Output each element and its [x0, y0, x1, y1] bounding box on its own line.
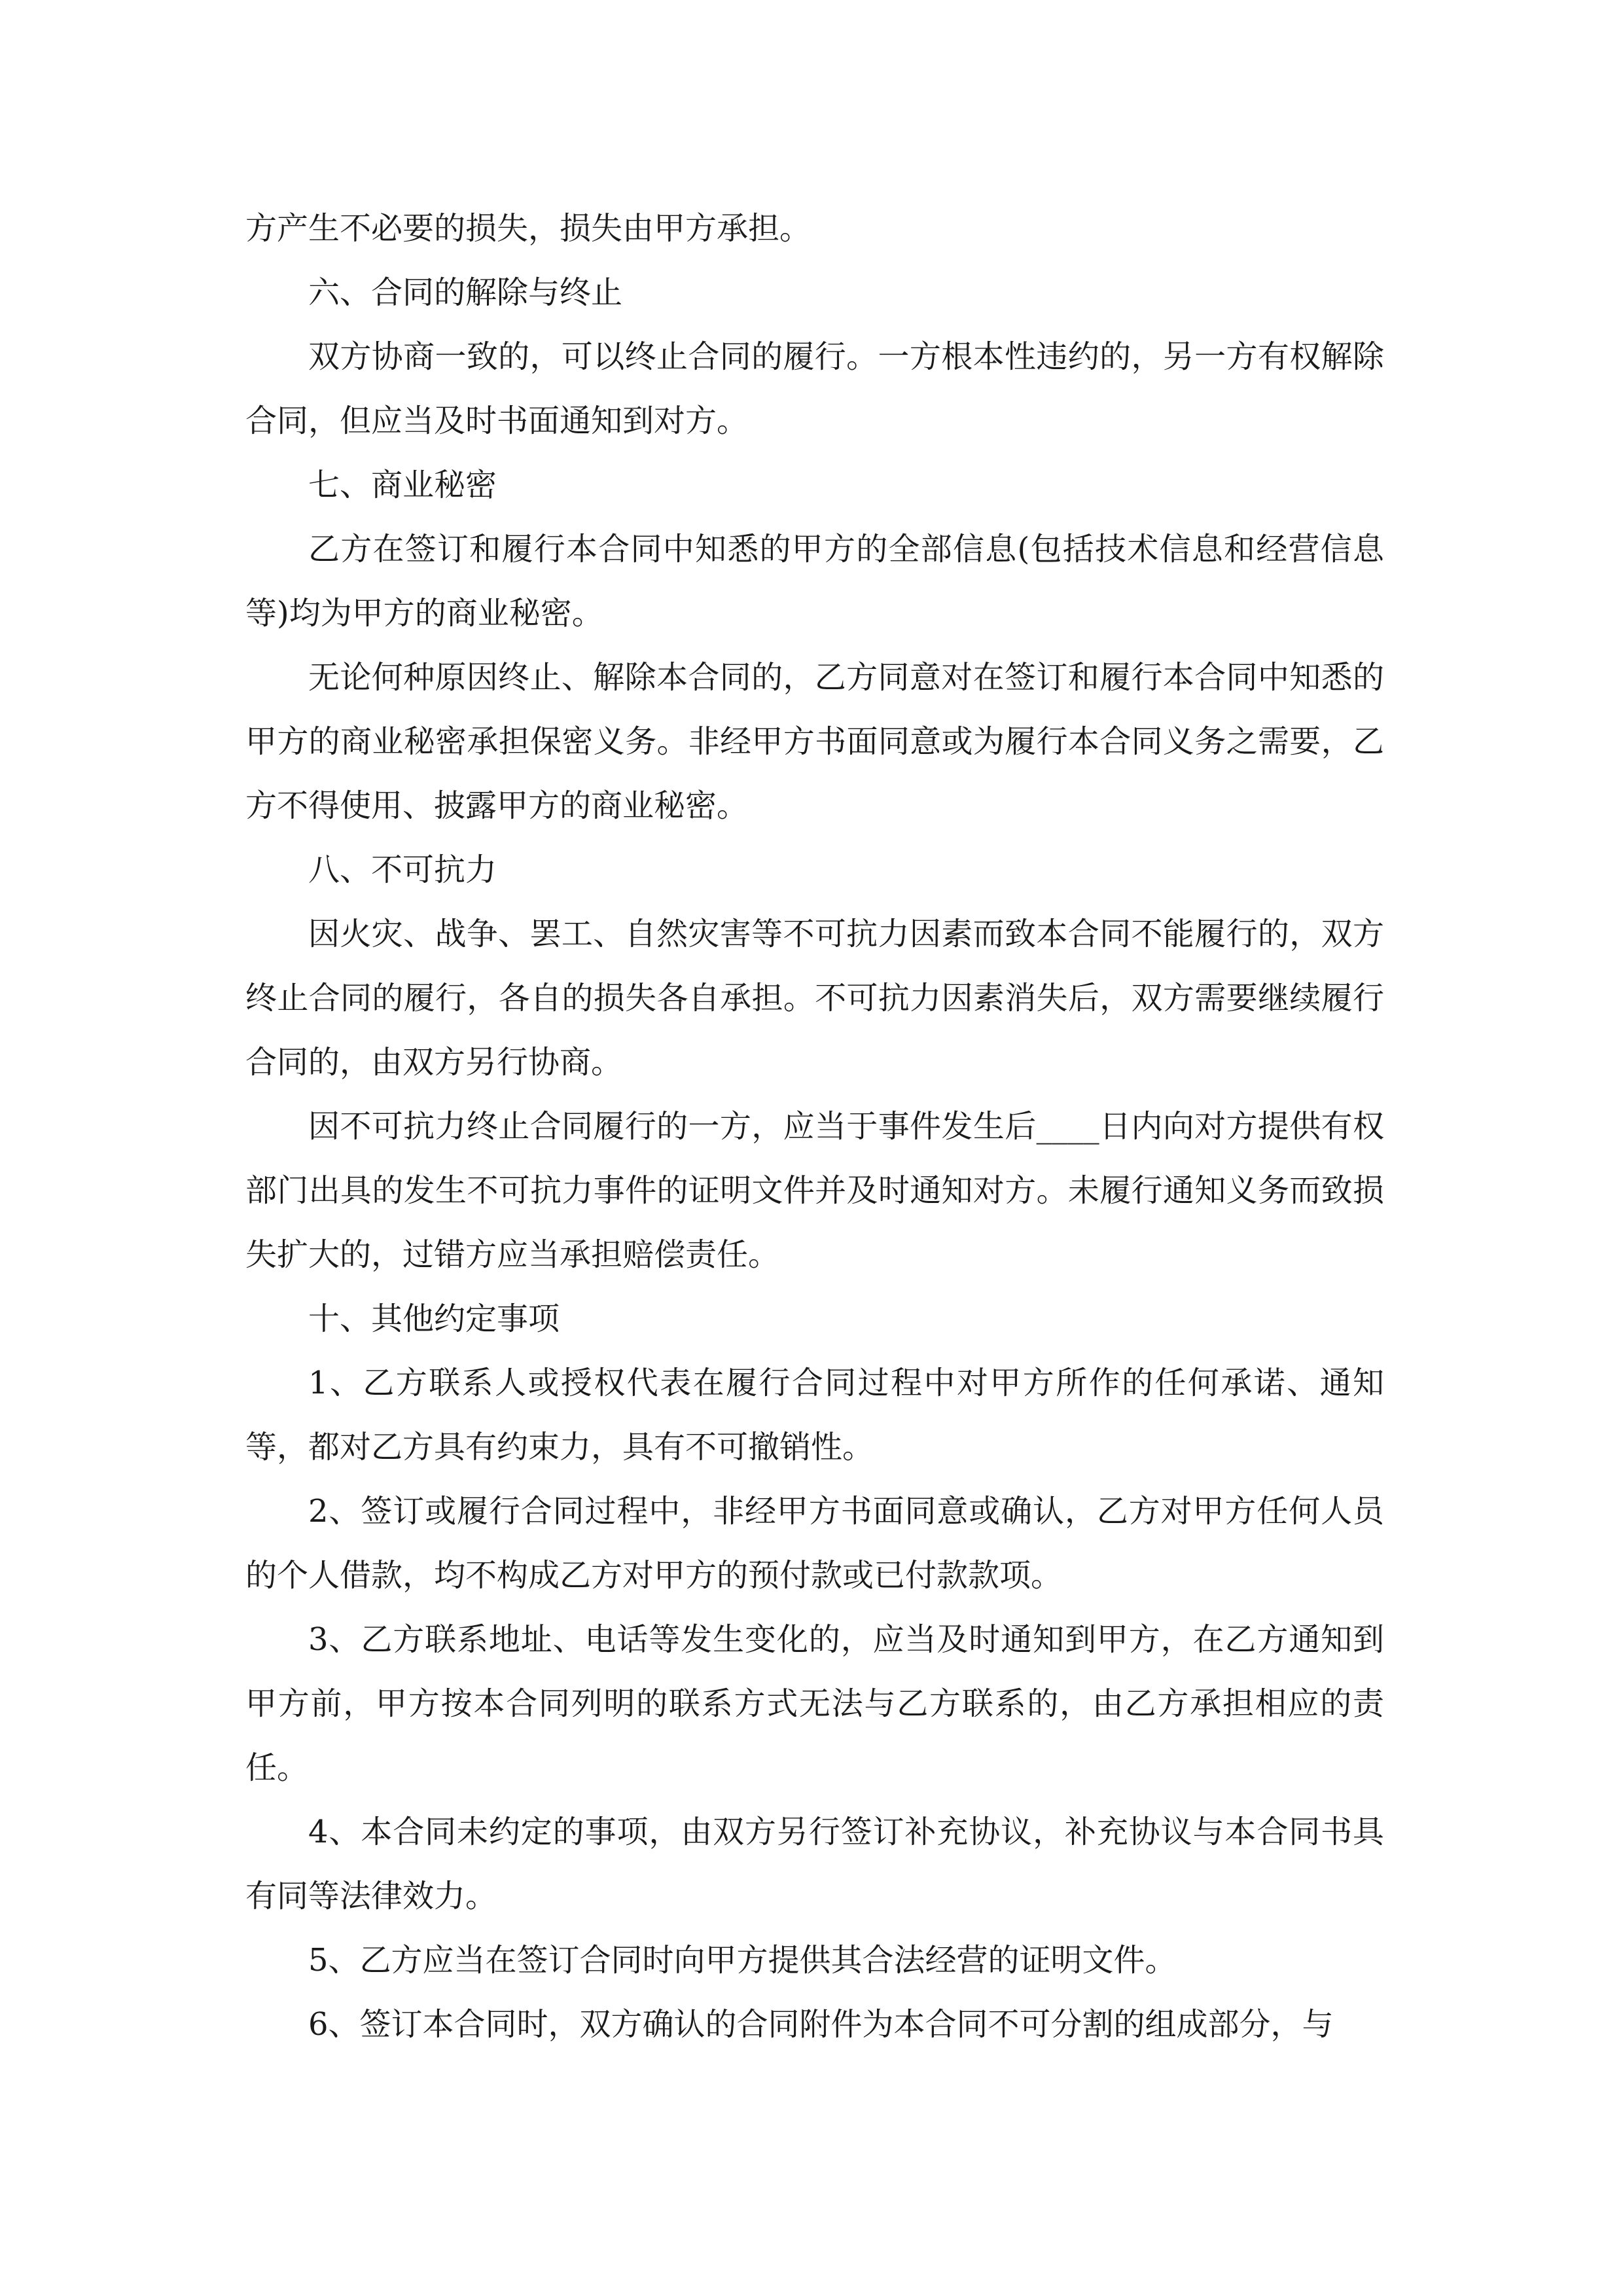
section-heading-force-majeure: 八、不可抗力 — [308, 852, 497, 888]
clause-2: 2、签订或履行合同过程中，非经甲方书面同意或确认，乙方对甲方任何人员的个人借款，均不构成乙方对甲方的预付款或已付款款项。 — [245, 1493, 1384, 1594]
paragraph-force-majeure-notice: 因不可抗力终止合同履行的一方，应当于事件发生后____日内向对方提供有权部门出具的发生不可抗力事件的证明文件并及时通知对方。未履行通知义务而致损失扩大的，过错方应当承担赔偿责任。 — [245, 1108, 1384, 1273]
clause-1: 1、乙方联系人或授权代表在履行合同过程中对甲方所作的任何承诺、通知等，都对乙方具有约束力，具有不可撤销性。 — [245, 1365, 1384, 1465]
clause-4: 4、本合同未约定的事项，由双方另行签订补充协议，补充协议与本合同书具有同等法律效力。 — [245, 1814, 1384, 1914]
paragraph-continuation: 方产生不必要的损失，损失由甲方承担。 — [245, 210, 812, 247]
clause-6: 6、签订本合同时，双方确认的合同附件为本合同不可分割的组成部分，与 — [308, 2006, 1334, 2043]
section-heading-trade-secrets: 七、商业秘密 — [308, 467, 497, 503]
paragraph-termination: 双方协商一致的，可以终止合同的履行。一方根本性违约的，另一方有权解除合同，但应当及时书面通知到对方。 — [245, 338, 1384, 439]
paragraph-trade-secrets-scope: 乙方在签订和履行本合同中知悉的甲方的全部信息(包括技术信息和经营信息等)均为甲方的商业秘密。 — [245, 531, 1384, 632]
section-heading-other-terms: 十、其他约定事项 — [308, 1300, 560, 1337]
clause-5: 5、乙方应当在签订合同时向甲方提供其合法经营的证明文件。 — [308, 1942, 1177, 1979]
clause-3: 3、乙方联系地址、电话等发生变化的，应当及时通知到甲方，在乙方通知到甲方前，甲方按本合同列明的联系方式无法与乙方联系的，由乙方承担相应的责任。 — [245, 1621, 1384, 1786]
contract-body — [245, 196, 1384, 2056]
paragraph-trade-secrets-duty: 无论何种原因终止、解除本合同的，乙方同意对在签订和履行本合同中知悉的甲方的商业秘密承担保密义务。非经甲方书面同意或为履行本合同义务之需要，乙方不得使用、披露甲方的商业秘密。 — [245, 659, 1384, 824]
paragraph-force-majeure-effect: 因火灾、战争、罢工、自然灾害等不可抗力因素而致本合同不能履行的，双方终止合同的履行，各自的损失各自承担。不可抗力因素消失后，双方需要继续履行合同的，由双方另行协商。 — [245, 916, 1384, 1081]
section-heading-termination: 六、合同的解除与终止 — [308, 274, 623, 311]
